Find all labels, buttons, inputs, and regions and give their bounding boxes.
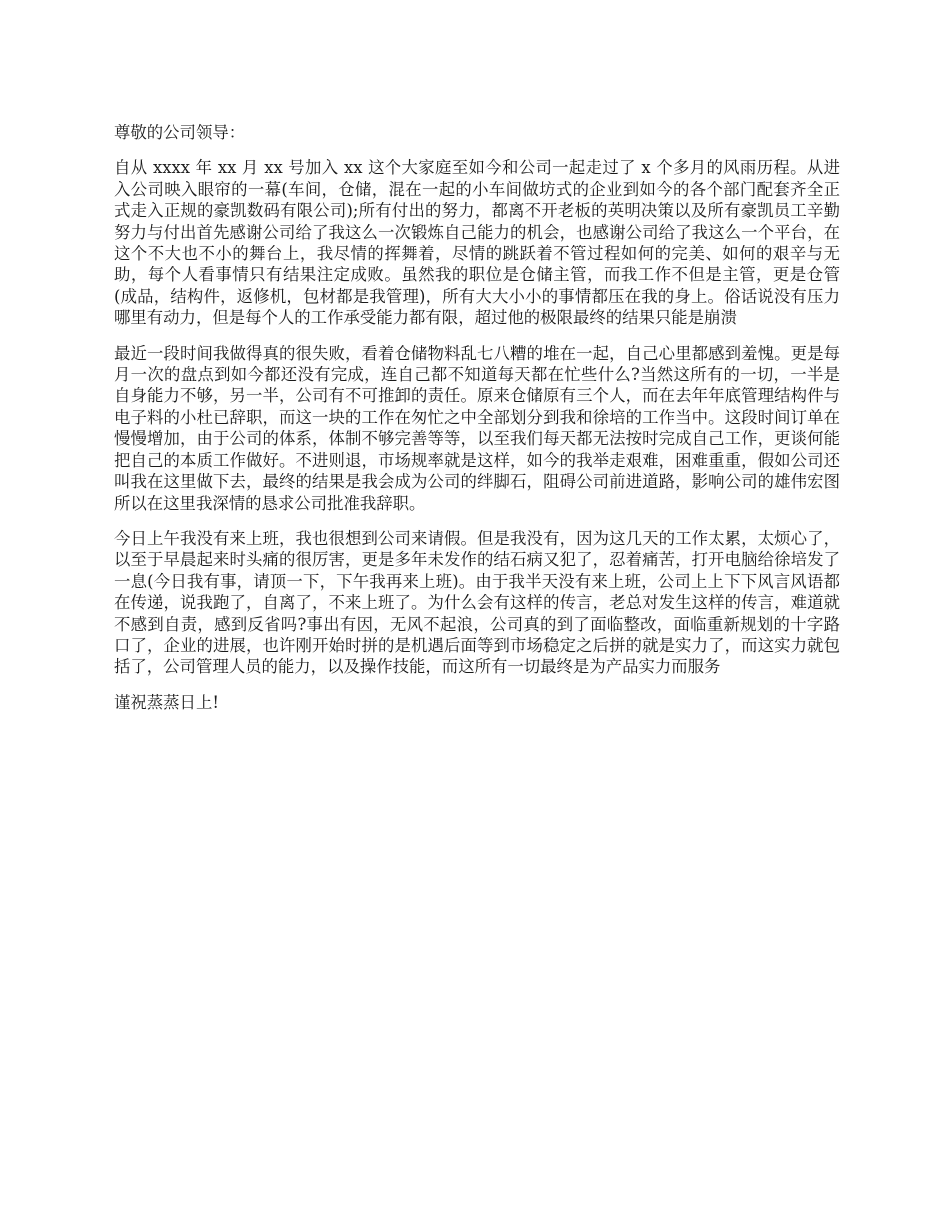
salutation: 尊敬的公司领导： [114,123,246,142]
letter-body [114,122,840,713]
paragraph-2: 最近一段时间我做得真的很失败，看着仓储物料乱七八糟的堆在一起，自己心里都感到羞愧。更是每月一次的盘点到如今都还没有完成，连自己都不知道每天都在忙些什么?当然这所有的一切，一半是自身能力不够，另一半，公司有不可推卸的责任。原来仓储原有三个人，而在去年年底管理结构件与电子料的小杜已辞职，而这一块的工作在匆忙之中全部划分到我和徐培的工作当中。这段时间订单在慢慢增加，由于公司的体系，体制不够完善等等，以至我们每天都无法按时完成自己工作，更谈何能把自己的本质工作做好。不进则退，市场规率就是这样，如今的我举走艰难，困难重重，假如公司还叫我在这里做下去，最终的结果是我会成为公司的绊脚石，阻碍公司前进道路，影响公司的雄伟宏图所以在这里我深情的恳求公司批准我辞职。 [114,343,840,513]
closing-line: 谨祝蒸蒸日上! [114,692,219,712]
paragraph-3: 今日上午我没有来上班，我也很想到公司来请假。但是我没有，因为这几天的工作太累，太烦心了，以至于早晨起来时头痛的很厉害，更是多年未发作的结石病又犯了，忍着痛苦，打开电脑给徐培发了一息(今日我有事，请顶一下，下午我再来上班)。由于我半天没有来上班，公司上上下下风言风语都在传递，说我跑了，自离了，不来上班了。为什么会有这样的传言，老总对发生这样的传言，难道就不感到自责，感到反省吗?事出有因，无风不起浪，公司真的到了面临整改，面临重新规划的十字路口了，企业的进展，也许刚开始时拼的是机遇后面等到市场稳定之后拼的就是实力了，而这实力就包括了，公司管理人员的能力，以及操作技能，而这所有一切最终是为产品实力而服务 [114,528,840,677]
paragraph-1: 自从 xxxx 年 xx 月 xx 号加入 xx 这个大家庭至如今和公司一起走过了 x 个多月的风雨历程。从进入公司映入眼帘的一幕(车间，仓储，混在一起的小车间做坊式的企业到如今的各个部门配套齐全正式走入正规的豪凯数码有限公司);所有付出的努力，都离不开老板的英明决策以及所有豪凯员工辛勤努力与付出首先感谢公司给了我这么一次锻炼自己能力的机会，也感谢公司给了我这么一个平台，在这个不大也不小的舞台上，我尽情的挥舞着，尽情的跳跃着不管过程如何的完美、如何的艰辛与无助，每个人看事情只有结果注定成败。虽然我的职位是仓储主管，而我工作不但是主管，更是仓管(成品，结构件，返修机，包材都是我管理)，所有大大小小的事情都压在我的身上。俗话说没有压力哪里有动力，但是每个人的工作承受能力都有限，超过他的极限最终的结果只能是崩溃 [114,158,840,328]
